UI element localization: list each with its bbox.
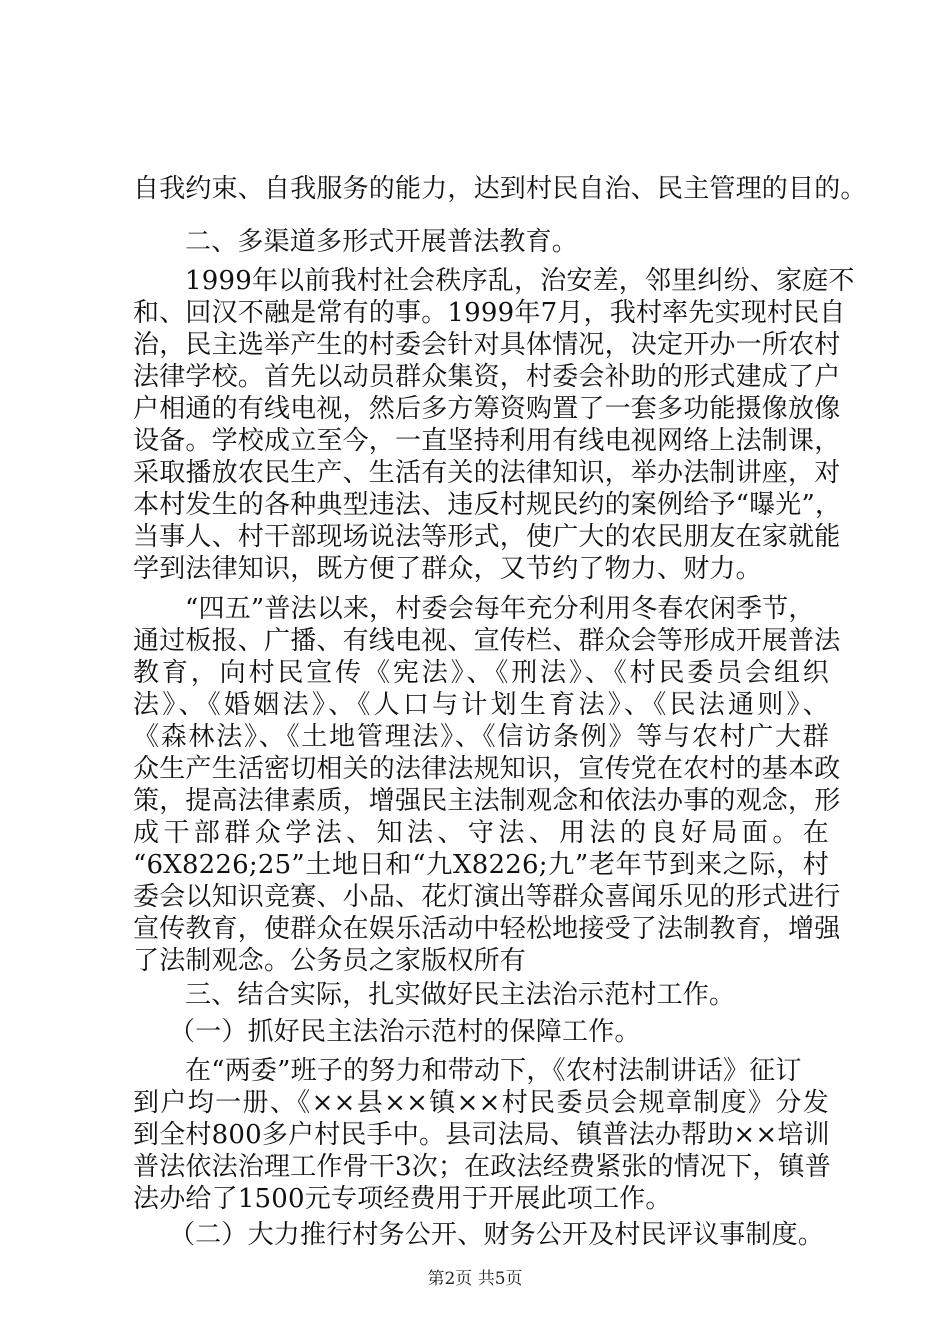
paragraph-line: 众生产生活密切相关的法律法规知识，宣传党在农村的基本政 (133, 754, 841, 784)
paragraph-line: 法律学校。首先以动员群众集资，村委会补助的形式建成了户 (133, 362, 841, 392)
paragraph-line: 通过板报、广播、有线电视、宣传栏、群众会等形成开展普法 (133, 626, 841, 656)
section-heading: 二、多渠道多形式开展普法教育。 (185, 227, 579, 257)
subsection-heading: （二）大力推行村务公开、财务公开及村民评议事制度。 (169, 1220, 825, 1250)
paragraph-line: 在“两委”班子的努力和带动下，《农村法制讲话》征订 (185, 1056, 802, 1086)
paragraph-line: 户相通的有线电视，然后多方筹资购置了一套多功能摄像放像 (133, 394, 841, 424)
paragraph-line: 《森林法》、《土地管理法》、《信访条例》等与农村广大群 (133, 722, 829, 752)
paragraph-line: 学到法律知识，既方便了群众，又节约了物力、财力。 (133, 554, 762, 584)
paragraph-line: 法办给了1500元专项经费用于开展此项工作。 (133, 1184, 672, 1214)
paragraph-line: 本村发生的各种典型违法、违反村规民约的案例给予“曝光”， (133, 490, 842, 520)
paragraph-line: 设备。学校成立至今，一直坚持利用有线电视网络上法制课， (133, 426, 841, 456)
paragraph-line: 当事人、村干部现场说法等形式，使广大的农民朋友在家就能 (133, 522, 841, 552)
paragraph-line: 法》、《婚姻法》、《人口与计划生育法》、《民法通则》、 (133, 690, 829, 720)
paragraph-line: 委会以知识竞赛、小品、花灯演出等群众喜闻乐见的形式进行 (133, 882, 841, 912)
paragraph-line: 到全村800多户村民手中。县司法局、镇普法办帮助××培训 (133, 1120, 830, 1150)
paragraph-line: 采取播放农民生产、生活有关的法律知识，举办法制讲座，对 (133, 458, 841, 488)
paragraph-line: “四五”普法以来，村委会每年充分利用冬春农闲季节， (185, 594, 815, 624)
paragraph-line: 1999年以前我村社会秩序乱，治安差，邻里纠纷、家庭不 (185, 266, 855, 296)
section-heading: 三、结合实际，扎实做好民主法治示范村工作。 (185, 980, 736, 1010)
page-footer: 第2页 共5页 (427, 1269, 523, 1289)
paragraph-line: 宣传教育，使群众在娱乐活动中轻松地接受了法制教育，增强 (133, 914, 841, 944)
paragraph-line: “6X8226;25”土地日和“九X8226;九”老年节到来之际，村 (133, 850, 829, 880)
paragraph-line: 到户均一册、《××县××镇××村民委员会规章制度》分发 (133, 1088, 829, 1118)
paragraph-line: 自我约束、自我服务的能力，达到村民自治、民主管理的目的。 (133, 174, 867, 204)
paragraph-line: 成干部群众学法、知法、守法、用法的良好局面。在 (133, 818, 829, 848)
paragraph-line: 普法依法治理工作骨干3次；在政法经费紧张的情况下，镇普 (133, 1152, 831, 1182)
paragraph-line: 了法制观念。公务员之家版权所有 (133, 946, 527, 976)
paragraph-line: 策，提高法律素质，增强民主法制观念和依法办事的观念，形 (133, 786, 841, 816)
subsection-heading: （一）抓好民主法治示范村的保障工作。 (169, 1017, 641, 1047)
paragraph-line: 教育，向村民宣传《宪法》、《刑法》、《村民委员会组织 (133, 658, 829, 688)
paragraph-line: 治，民主选举产生的村委会针对具体情况，决定开办一所农村 (133, 330, 841, 360)
paragraph-line: 和、回汉不融是常有的事。1999年7月，我村率先实现村民自 (133, 298, 846, 328)
